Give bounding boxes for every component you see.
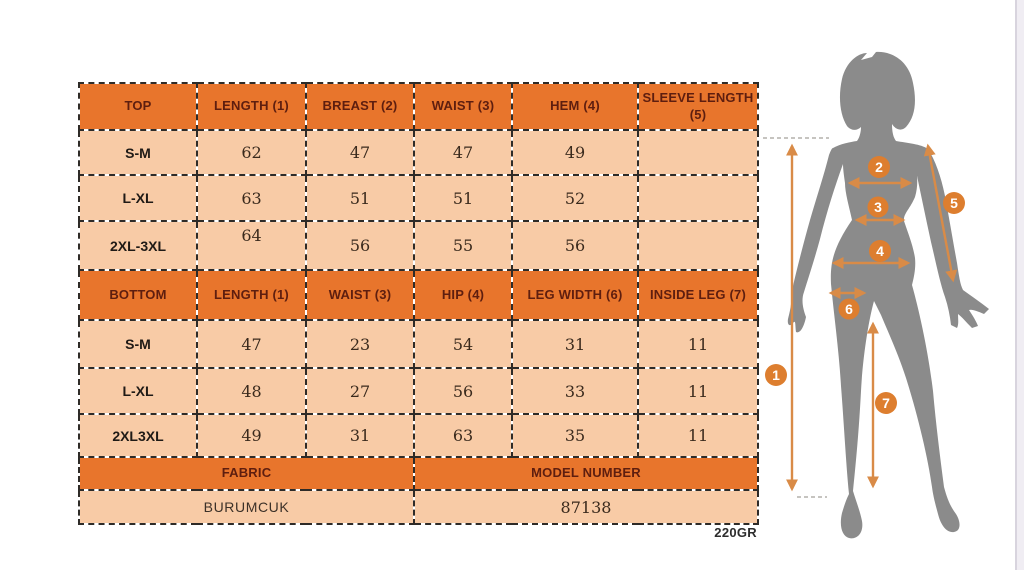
value-cell: 47 <box>197 320 306 368</box>
bottom-row-sm <box>79 320 758 368</box>
size-chart-table <box>78 82 759 525</box>
bottom-header-cell: LENGTH (1) <box>197 270 306 320</box>
top-row-2xl3xl <box>79 221 758 270</box>
bottom-header-cell: BOTTOM <box>79 270 197 320</box>
bottom-header-cell: INSIDE LEG (7) <box>638 270 758 320</box>
value-cell: 11 <box>638 320 758 368</box>
value-cell: 56 <box>512 221 638 270</box>
woman-silhouette <box>788 52 989 538</box>
fabric-header-cell: FABRIC <box>79 457 414 490</box>
value-cell <box>638 221 758 270</box>
top-header-cell: TOP <box>79 83 197 130</box>
top-header-cell: LENGTH (1) <box>197 83 306 130</box>
value-cell: 52 <box>512 175 638 221</box>
value-cell: 64 <box>197 221 306 270</box>
value-cell: 35 <box>512 414 638 457</box>
top-header-cell: HEM (4) <box>512 83 638 130</box>
value-cell: 62 <box>197 130 306 175</box>
marker-label-7: 7 <box>882 395 890 411</box>
size-cell: L-XL <box>79 175 197 221</box>
bottom-header-row <box>79 270 758 320</box>
top-header-cell: SLEEVE LENGTH (5) <box>638 83 758 130</box>
size-cell: 2XL3XL <box>79 414 197 457</box>
value-cell: 51 <box>414 175 512 221</box>
size-cell: L-XL <box>79 368 197 414</box>
top-header-row <box>79 83 758 130</box>
value-cell: 11 <box>638 368 758 414</box>
top-row-lxl <box>79 175 758 221</box>
marker-label-6: 6 <box>845 301 853 317</box>
value-cell: 23 <box>306 320 414 368</box>
bottom-row-2xl3xl <box>79 414 758 457</box>
value-cell: 47 <box>306 130 414 175</box>
value-cell: 51 <box>306 175 414 221</box>
bottom-header-cell: LEG WIDTH (6) <box>512 270 638 320</box>
bottom-row-lxl <box>79 368 758 414</box>
value-cell: 48 <box>197 368 306 414</box>
marker-label-3: 3 <box>874 199 882 215</box>
value-cell <box>638 130 758 175</box>
value-cell: 63 <box>414 414 512 457</box>
info-value-row <box>79 490 758 524</box>
bottom-header-cell: WAIST (3) <box>306 270 414 320</box>
value-cell: 63 <box>197 175 306 221</box>
value-cell: 47 <box>414 130 512 175</box>
value-cell: 27 <box>306 368 414 414</box>
value-cell: 54 <box>414 320 512 368</box>
model-header-cell: MODEL NUMBER <box>414 457 758 490</box>
value-cell: 49 <box>512 130 638 175</box>
value-cell: 55 <box>414 221 512 270</box>
fabric-value-cell: BURUMCUK <box>79 490 414 524</box>
value-cell: 31 <box>512 320 638 368</box>
top-header-cell: BREAST (2) <box>306 83 414 130</box>
size-cell: 2XL-3XL <box>79 221 197 270</box>
marker-label-2: 2 <box>875 159 883 175</box>
size-cell: S-M <box>79 130 197 175</box>
page-edge-strip <box>1015 0 1024 570</box>
marker-label-5: 5 <box>950 195 958 211</box>
value-cell: 56 <box>414 368 512 414</box>
marker-label-1: 1 <box>772 367 780 383</box>
value-cell: 56 <box>306 221 414 270</box>
size-cell: S-M <box>79 320 197 368</box>
model-value-cell: 87138 <box>414 490 758 524</box>
value-cell: 33 <box>512 368 638 414</box>
info-header-row <box>79 457 758 490</box>
top-header-cell: WAIST (3) <box>414 83 512 130</box>
value-cell: 31 <box>306 414 414 457</box>
bottom-header-cell: HIP (4) <box>414 270 512 320</box>
marker-label-4: 4 <box>876 243 884 259</box>
value-cell: 11 <box>638 414 758 457</box>
top-row-sm <box>79 130 758 175</box>
measurement-figure <box>750 0 1024 570</box>
value-cell <box>638 175 758 221</box>
weight-note: 220GR <box>714 525 757 540</box>
value-cell: 49 <box>197 414 306 457</box>
